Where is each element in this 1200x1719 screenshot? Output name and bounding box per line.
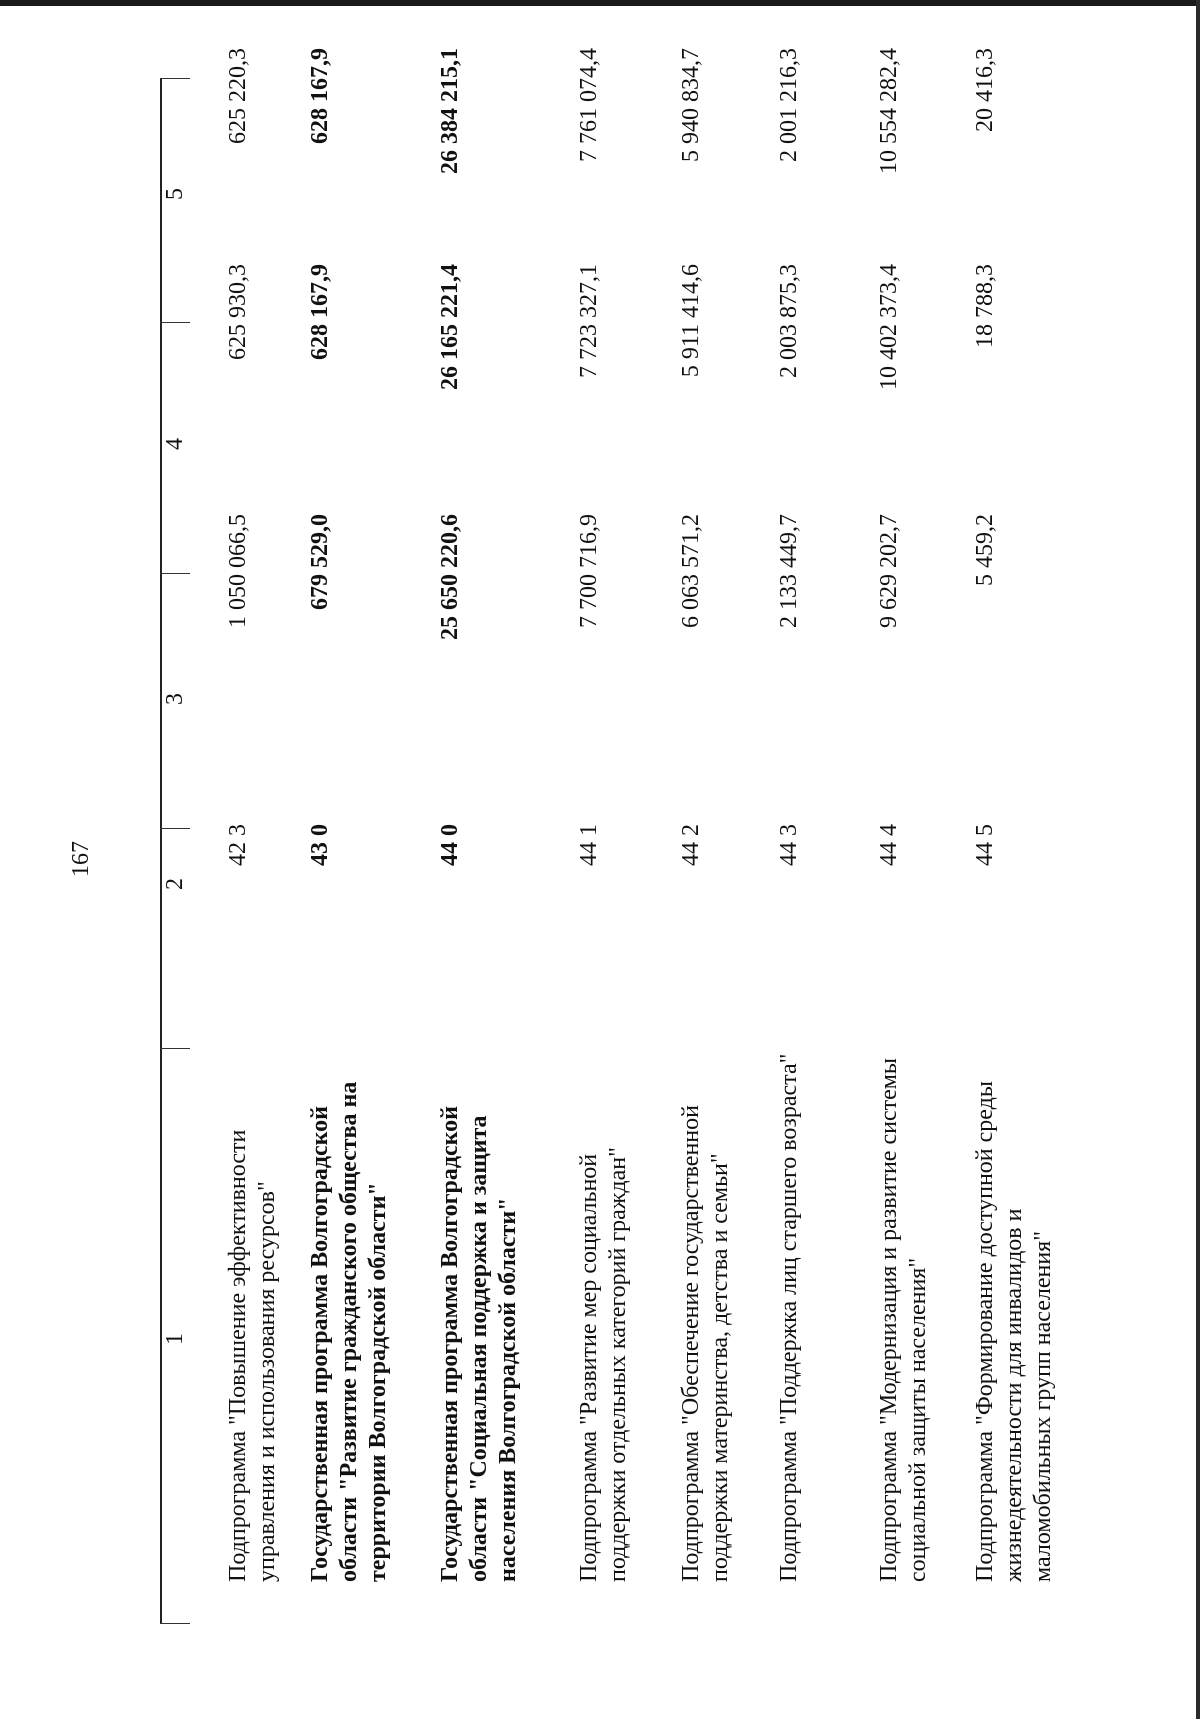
- row-label: Государственная программа Волгоградской области "Социальная поддержка и защита населения Волгоградской области": [437, 1106, 521, 1582]
- row-value-col5: 20 416,3: [972, 48, 998, 132]
- col-divider: [160, 573, 190, 574]
- row-value-col3: 2 133 449,7: [776, 514, 802, 628]
- row-value-col4: 625 930,3: [225, 264, 251, 360]
- row-code: 44 4: [876, 824, 902, 866]
- row-value-col3: 1 050 066,5: [225, 514, 251, 628]
- row-value-col4: 2 003 875,3: [776, 264, 802, 378]
- row-value-col4: 26 165 221,4: [437, 264, 463, 390]
- row-code: 44 0: [437, 824, 463, 866]
- row-code: 44 3: [776, 824, 802, 866]
- column-header-4: 4: [162, 438, 188, 450]
- row-value-col3: 7 700 716,9: [576, 514, 602, 628]
- column-header-1: 1: [162, 1333, 188, 1345]
- row-value-col5: 10 554 282,4: [876, 48, 902, 174]
- row-label: Подпрограмма "Поддержка лиц старшего возраста": [776, 1053, 802, 1582]
- row-value-col5: 26 384 215,1: [437, 48, 463, 174]
- page-number: 167: [68, 841, 94, 877]
- row-code: 42 3: [225, 824, 251, 866]
- row-code: 44 5: [972, 824, 998, 866]
- column-header-3: 3: [162, 693, 188, 705]
- row-value-col4: 628 167,9: [307, 264, 333, 360]
- row-value-col3: 25 650 220,6: [437, 514, 463, 640]
- row-value-col4: 7 723 327,1: [576, 264, 602, 378]
- row-code: 44 1: [576, 824, 602, 866]
- row-value-col4: 18 788,3: [972, 264, 998, 348]
- row-label: Подпрограмма "Развитие мер социальной поддержки отдельных категорий граждан": [576, 1147, 631, 1582]
- column-header-2: 2: [162, 878, 188, 890]
- col-divider: [160, 1048, 190, 1049]
- table-top-rule: [160, 79, 162, 1624]
- row-label: Подпрограмма "Модернизация и развитие системы социальной защиты населения": [876, 1057, 931, 1582]
- row-value-col3: 9 629 202,7: [876, 514, 902, 628]
- row-code: 44 2: [678, 824, 704, 866]
- row-value-col3: 5 459,2: [972, 514, 998, 586]
- column-header-5: 5: [162, 188, 188, 200]
- row-value-col4: 5 911 414,6: [678, 264, 704, 378]
- row-value-col5: 2 001 216,3: [776, 48, 802, 162]
- row-value-col5: 628 167,9: [307, 48, 333, 144]
- row-value-col3: 679 529,0: [307, 514, 333, 610]
- row-value-col5: 625 220,3: [225, 48, 251, 144]
- row-value-col5: 5 940 834,7: [678, 48, 704, 162]
- row-label: Подпрограмма "Обеспечение государственной поддержки материнства, детства и семьи": [678, 1105, 733, 1582]
- row-value-col4: 10 402 373,4: [876, 264, 902, 390]
- col-divider: [160, 1623, 190, 1624]
- row-label: Государственная программа Волгоградской области "Развитие гражданского общества на территории Волгоградской области": [307, 1081, 391, 1582]
- col-divider: [160, 828, 190, 829]
- row-value-col5: 7 761 074,4: [576, 48, 602, 162]
- row-value-col3: 6 063 571,2: [678, 514, 704, 628]
- col-divider: [160, 78, 190, 79]
- row-label: Подпрограмма "Формирование доступной среды жизнедеятельности для инвалидов и маломобильных групп населения": [972, 1081, 1056, 1582]
- row-label: Подпрограмма "Повышение эффективности управления и использования ресурсов": [225, 1129, 280, 1582]
- row-code: 43 0: [307, 824, 333, 866]
- col-divider: [160, 322, 190, 323]
